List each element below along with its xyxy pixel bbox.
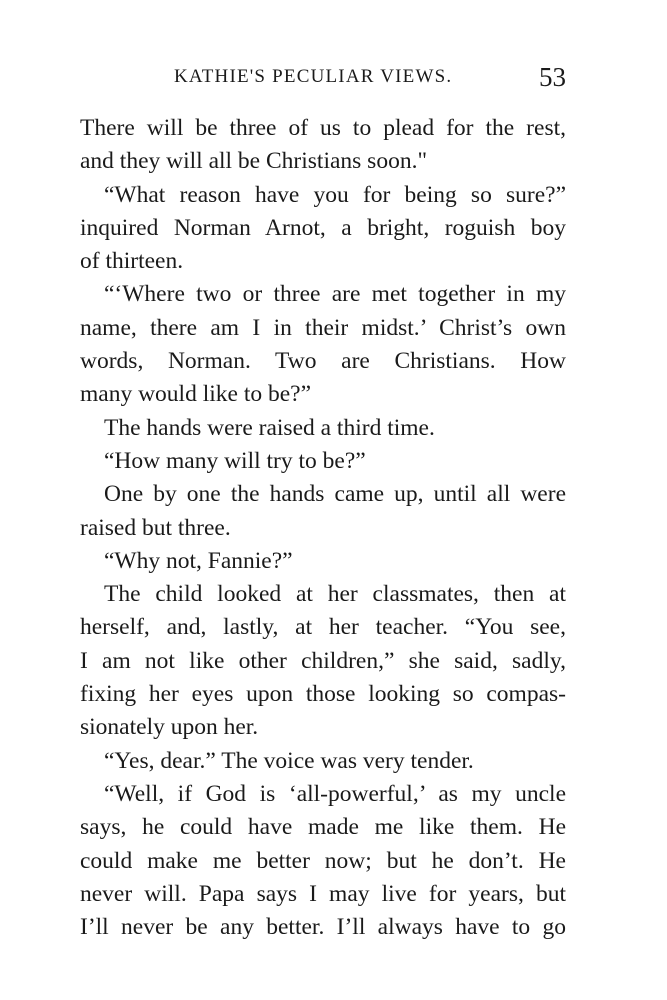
text-line: There will be three of us to plead for the rest, xyxy=(80,115,566,141)
text-line: says, he could have made me like them. He xyxy=(80,814,566,841)
text-line: “Well, if God is ‘all-powerful,’ as my uncle xyxy=(104,780,566,807)
text-line: “‘Where two or three are met together in my xyxy=(104,281,566,308)
text-line: and they will all be Christians soon." xyxy=(80,148,428,175)
text-line: One by one the hands came up, until all were xyxy=(104,481,566,508)
text-line: I am not like other children,” she said, sadly, xyxy=(80,647,566,674)
text-line: I’ll never be any better. I’ll always have to go xyxy=(80,914,566,941)
text-line: of thirteen. xyxy=(80,248,184,275)
text-line: never will. Papa says I may live for years, but xyxy=(80,880,566,907)
text-line: herself, and, lastly, at her teacher. “You see, xyxy=(80,614,566,641)
text-line: “Yes, dear.” The voice was very tender. xyxy=(104,747,474,774)
text-line: fixing her eyes upon those looking so compas- xyxy=(80,681,566,708)
text-line: The child looked at her classmates, then at xyxy=(104,581,566,608)
text-line: “How many will try to be?” xyxy=(104,447,366,474)
running-head xyxy=(80,62,566,96)
text-line: inquired Norman Arnot, a bright, roguish boy xyxy=(80,214,566,241)
text-line: “Why not, Fannie?” xyxy=(104,547,293,574)
text-line: many would like to be?” xyxy=(80,381,312,408)
text-line: sionately upon her. xyxy=(80,714,259,741)
page-number: 53 xyxy=(539,62,566,92)
running-title: KATHIE'S PECULIAR VIEWS. xyxy=(174,66,453,87)
body-text xyxy=(80,112,566,944)
text-line: The hands were raised a third time. xyxy=(104,414,435,441)
text-line: name, there am I in their midst.’ Christ’s own xyxy=(80,314,566,341)
text-line: words, Norman. Two are Christians. How xyxy=(80,348,566,375)
text-line: raised but three. xyxy=(80,514,231,541)
text-line: could make me better now; but he don’t. He xyxy=(80,847,566,874)
text-line: “What reason have you for being so sure?” xyxy=(104,181,566,208)
